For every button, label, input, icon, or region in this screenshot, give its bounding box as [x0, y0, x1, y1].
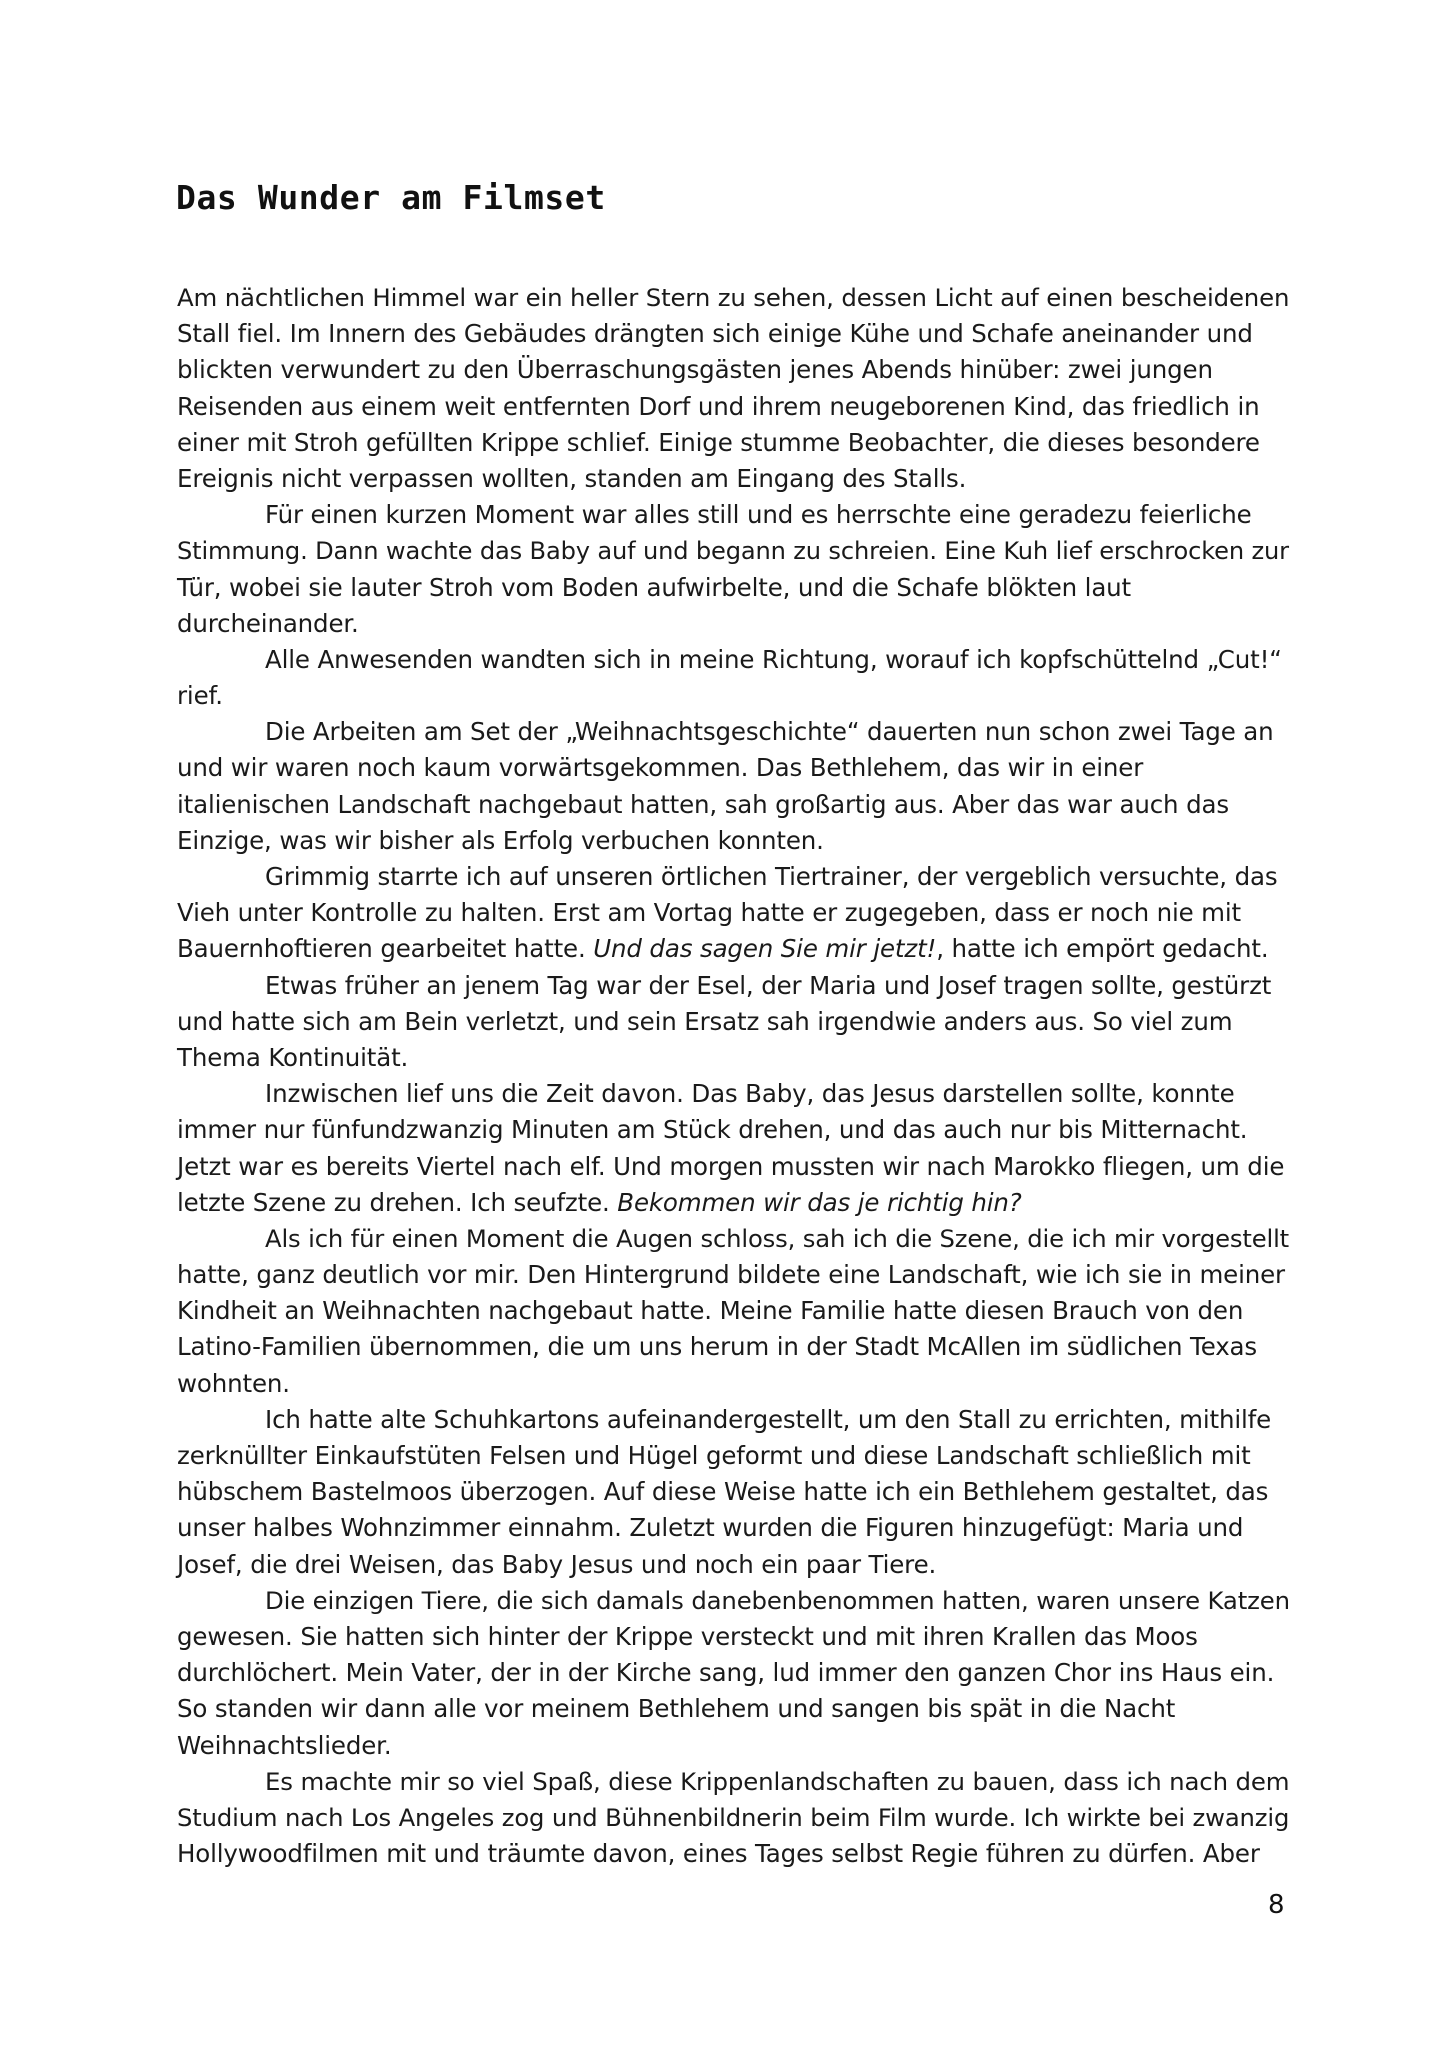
text-run: Kindheit an Weihnachten nachgebaut hatte. Meine Familie hatte diesen Brauch von den [177, 1296, 1244, 1326]
text-run: Bauernhoftieren gearbeitet hatte. [177, 934, 594, 964]
page-title: Das Wunder am Filmset [176, 178, 606, 217]
text-run: Es machte mir so viel Spaß, diese Krippenlandschaften zu bauen, dass ich nach dem [265, 1766, 1290, 1796]
text-line [177, 895, 1292, 931]
text-run: Grimmig starrte ich auf unseren örtlichen Tiertrainer, der vergeblich versuchte, das [265, 862, 1278, 891]
text-run: unser halbes Wohnzimmer einnahm. Zuletzt wurden die Figuren hinzugefügt: Maria und [177, 1513, 1244, 1543]
text-run: Stimmung. Dann wachte das Baby auf und begann zu schreien. Eine Kuh lief erschrocken zur [177, 537, 1289, 566]
text-line [177, 1402, 1292, 1438]
text-run: rief. [177, 681, 223, 711]
text-run: Inzwischen lief uns die Zeit davon. Das Baby, das Jesus darstellen sollte, konnte [265, 1079, 1235, 1109]
text-run: Ich hatte alte Schuhkartons aufeinandergestellt, um den Stall zu errichten, mithilfe [265, 1404, 1272, 1434]
text-line [177, 570, 1292, 606]
text-line [177, 1547, 1292, 1583]
text-line [177, 642, 1292, 678]
text-line [177, 678, 1292, 714]
text-run: zerknüllter Einkaufstüten Felsen und Hügel geformt und diese Landschaft schließlich mit [177, 1441, 1251, 1470]
text-line [177, 823, 1292, 859]
text-run: gewesen. Sie hatten sich hinter der Krippe versteckt und mit ihren Krallen das Moos [177, 1621, 1198, 1651]
text-line [177, 606, 1292, 642]
text-run: und hatte sich am Bein verletzt, und sein Ersatz sah irgendwie anders aus. So viel zum [177, 1006, 1233, 1036]
text-run: Tür, wobei sie lauter Stroh vom Boden aufwirbelte, und die Schafe blökten laut [177, 572, 1132, 602]
text-line [177, 1474, 1292, 1510]
text-line [177, 714, 1292, 750]
text-line [177, 787, 1292, 823]
text-line [177, 389, 1292, 425]
text-line [177, 497, 1292, 533]
text-line [177, 859, 1292, 895]
text-line [177, 1655, 1292, 1691]
text-line [177, 1185, 1292, 1221]
text-line [177, 1691, 1292, 1727]
page-number: 8 [1268, 1890, 1285, 1920]
text-line [177, 533, 1292, 569]
text-line [177, 1583, 1292, 1619]
text-line [177, 1800, 1292, 1836]
text-run: Für einen kurzen Moment war alles still und es herrschte eine geradezu feierliche [265, 500, 1252, 530]
italic-text: Bekommen wir das je richtig hin? [617, 1187, 1022, 1217]
text-run: Stall fiel. Im Innern des Gebäudes drängten sich einige Kühe und Schafe aneinander und [177, 319, 1253, 349]
text-line [177, 968, 1292, 1004]
text-run: wohnten. [177, 1368, 290, 1398]
text-run: Ereignis nicht verpassen wollten, standen am Eingang des Stalls. [177, 463, 967, 493]
text-line [177, 1329, 1292, 1365]
text-line [177, 1438, 1292, 1474]
text-run: italienischen Landschaft nachgebaut hatten, sah großartig aus. Aber das war auch das [177, 789, 1229, 819]
text-line [177, 750, 1292, 786]
text-line [177, 1619, 1292, 1655]
text-run: Hollywoodfilmen mit und träumte davon, eines Tages selbst Regie führen zu dürfen. Aber [177, 1839, 1260, 1869]
text-run: und wir waren noch kaum vorwärtsgekommen. Das Bethlehem, das wir in einer [177, 753, 1144, 783]
text-run: Thema Kontinuität. [177, 1042, 409, 1072]
text-line [177, 461, 1292, 497]
text-run: Am nächtlichen Himmel war ein heller Stern zu sehen, dessen Licht auf einen bescheidenen [177, 283, 1290, 312]
text-line [177, 1076, 1292, 1112]
text-run: Vieh unter Kontrolle zu halten. Erst am Vortag hatte er zugegeben, dass er noch nie mit [177, 898, 1242, 928]
text-run: Etwas früher an jenem Tag war der Esel, der Maria und Josef tragen sollte, gestürzt [265, 970, 1272, 1000]
text-line [177, 1728, 1292, 1764]
text-run: hübschem Bastelmoos überzogen. Auf diese Weise hatte ich ein Bethlehem gestaltet, das [177, 1477, 1269, 1507]
text-run: Einzige, was wir bisher als Erfolg verbuchen konnten. [177, 825, 824, 855]
text-line [177, 1149, 1292, 1185]
text-run: immer nur fünfundzwanzig Minuten am Stück drehen, und das auch nur bis Mitternacht. [177, 1115, 1248, 1145]
text-run: Die Arbeiten am Set der „Weihnachtsgeschichte“ dauerten nun schon zwei Tage an [265, 717, 1274, 747]
text-run: So standen wir dann alle vor meinem Bethlehem und sangen bis spät in die Nacht [177, 1694, 1176, 1724]
text-run: Reisenden aus einem weit entfernten Dorf und ihrem neugeborenen Kind, das friedlich in [177, 391, 1260, 421]
text-run: einer mit Stroh gefüllten Krippe schlief. Einige stumme Beobachter, die dieses besondere [177, 427, 1260, 457]
text-line [177, 1836, 1292, 1872]
text-line [177, 1221, 1292, 1257]
text-line [177, 931, 1292, 967]
text-run: Als ich für einen Moment die Augen schloss, sah ich die Szene, die ich mir vorgestellt [265, 1223, 1290, 1253]
text-line [177, 425, 1292, 461]
text-line [177, 1510, 1292, 1546]
text-run: durchlöchert. Mein Vater, der in der Kirche sang, lud immer den ganzen Chor ins Haus ein. [177, 1658, 1275, 1688]
text-line [177, 316, 1292, 352]
text-line [177, 1004, 1292, 1040]
italic-text: Und das sagen Sie mir jetzt! [593, 934, 937, 964]
text-run: durcheinander. [177, 608, 359, 638]
text-line [177, 352, 1292, 388]
text-line [177, 1257, 1292, 1293]
text-run: hatte, ganz deutlich vor mir. Den Hintergrund bildete eine Landschaft, wie ich sie in meiner [177, 1260, 1285, 1290]
text-run: Alle Anwesenden wandten sich in meine Richtung, worauf ich kopfschüttelnd „Cut!“ [265, 644, 1282, 674]
text-run: Josef, die drei Weisen, das Baby Jesus und noch ein paar Tiere. [177, 1549, 937, 1579]
text-run: , hatte ich empört gedacht. [936, 934, 1269, 964]
body-text [177, 280, 1292, 1872]
text-line [177, 1366, 1292, 1402]
text-run: letzte Szene zu drehen. Ich seufzte. [177, 1187, 618, 1217]
text-line [177, 1040, 1292, 1076]
text-line [177, 1112, 1292, 1148]
text-run: Jetzt war es bereits Viertel nach elf. Und morgen mussten wir nach Marokko fliegen, um die [177, 1151, 1285, 1181]
text-line [177, 280, 1292, 316]
text-run: Latino-Familien übernommen, die um uns herum in der Stadt McAllen im südlichen Texas [177, 1332, 1258, 1362]
text-run: blickten verwundert zu den Überraschungsgästen jenes Abends hinüber: zwei jungen [177, 355, 1213, 385]
text-run: Weihnachtslieder. [177, 1730, 392, 1760]
text-line [177, 1764, 1292, 1800]
text-run: Studium nach Los Angeles zog und Bühnenbildnerin beim Film wurde. Ich wirkte bei zwanzig [177, 1802, 1290, 1832]
text-line [177, 1293, 1292, 1329]
text-run: Die einzigen Tiere, die sich damals danebenbenommen hatten, waren unsere Katzen [265, 1585, 1290, 1615]
